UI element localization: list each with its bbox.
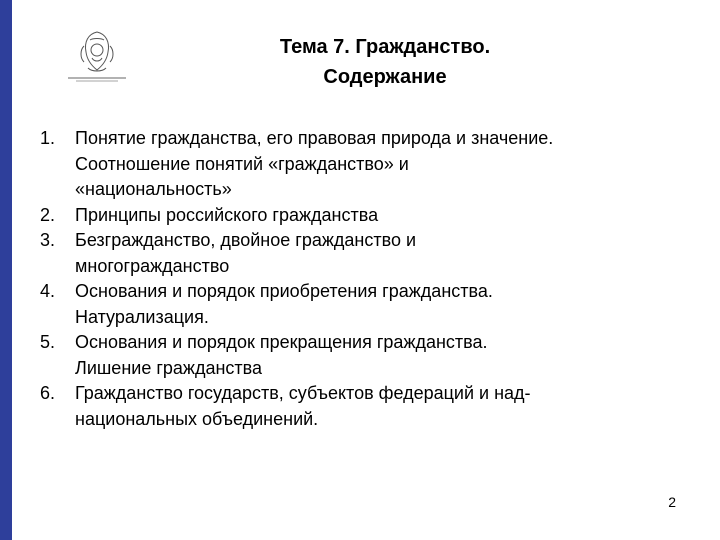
item-text-line: Гражданство государств, субъектов федераций и над- <box>75 383 531 403</box>
title-line-1: Тема 7. Гражданство. <box>279 36 491 58</box>
topic-list <box>36 126 676 432</box>
list-item <box>36 228 676 279</box>
item-text-line: Безгражданство, двойное гражданство и <box>75 230 417 250</box>
item-text-line: Основания и порядок приобретения гражданства. <box>75 281 493 301</box>
item-number: 2. <box>40 204 56 225</box>
list-item <box>36 381 676 432</box>
slide-title <box>190 32 580 92</box>
list-item <box>36 330 676 381</box>
title-line-2: Содержание <box>323 66 447 88</box>
page-number: 2 <box>668 494 676 510</box>
list-item <box>36 203 676 229</box>
emblem-logo-icon <box>66 28 128 84</box>
item-text-line: национальных объединений. <box>75 408 319 429</box>
item-number: 4. <box>40 281 56 301</box>
list-item <box>36 126 676 203</box>
item-text-line: «национальность» <box>75 179 232 199</box>
item-number: 1. <box>40 128 56 148</box>
item-text-line: Основания и порядок прекращения гражданства. <box>75 332 488 352</box>
item-text-line: Натурализация. <box>75 306 209 327</box>
item-number: 3. <box>40 230 56 250</box>
item-text-line: Соотношение понятий «гражданство» и <box>75 153 409 174</box>
item-text-line: многогражданство <box>75 255 230 276</box>
left-accent-bar <box>0 0 12 540</box>
item-text-line: Понятие гражданства, его правовая природа и значение. <box>75 128 554 148</box>
item-number: 6. <box>40 383 56 403</box>
item-text-line: Принципы российского гражданства <box>75 204 379 225</box>
list-item <box>36 279 676 330</box>
item-number: 5. <box>40 332 56 352</box>
item-text-line: Лишение гражданства <box>75 357 263 378</box>
